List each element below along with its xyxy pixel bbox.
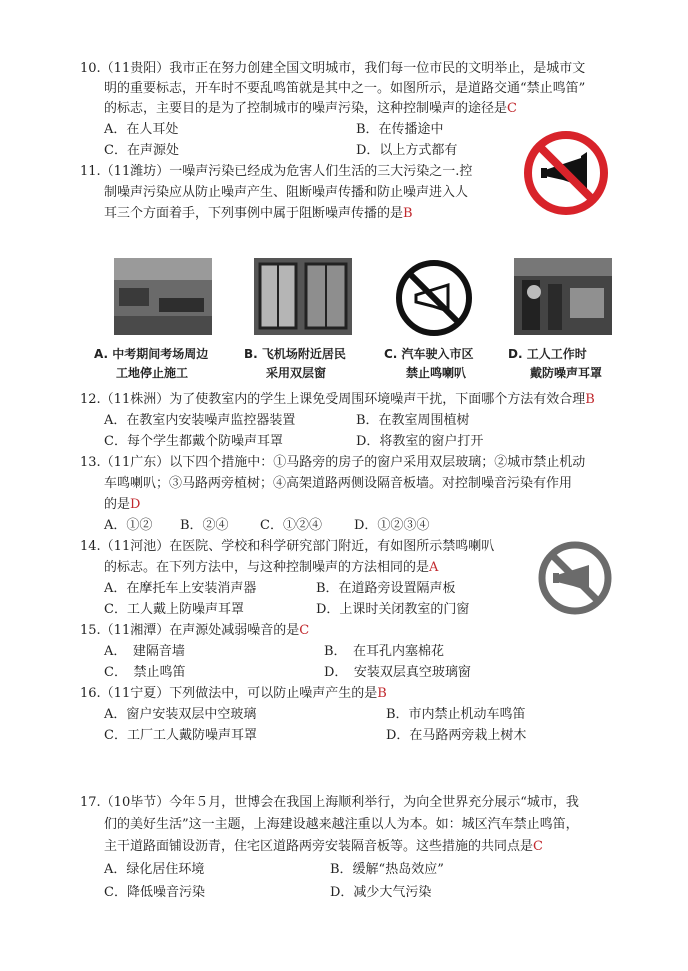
q11-caption-d-1: D. 工人工作时 <box>508 347 587 361</box>
q17-option-d: D．减少大气污染 <box>330 885 432 900</box>
q12-option-b: B．在教室周围植树 <box>356 413 470 428</box>
q13-option-c: C．①②④ <box>260 518 322 533</box>
q16-line: 16.（11宁夏）下列做法中，可以防止噪声产生的是B <box>80 686 387 701</box>
q13-option-a: A．①② <box>104 518 153 533</box>
q13-option-b: B．②④ <box>180 518 229 533</box>
q11-caption-a-2: 工地停止施工 <box>116 366 189 380</box>
q16-option-d: D．在马路两旁栽上树木 <box>386 728 527 743</box>
q13-answer: D <box>130 497 141 512</box>
q13-line-2: 车鸣喇叭；③马路两旁植树；④高架道路两侧设隔音板墙。对控制噪音污染有作用 <box>104 476 573 491</box>
q15-option-c: C． 禁止鸣笛 <box>104 665 186 680</box>
factory-worker-photo <box>514 258 612 335</box>
q11-caption-d-2: 戴防噪声耳罩 <box>530 366 603 380</box>
q12-option-d: D．将教室的窗户打开 <box>356 434 484 449</box>
q17-line-3: 主干道路面铺设沥青，住宅区道路两旁安装隔音板等。这些措施的共同点是C <box>104 839 543 854</box>
q11-line-2: 制噪声污染应从防止噪声产生、阻断噪声传播和防止噪声进入人 <box>104 185 469 200</box>
q11-line-3: 耳三个方面着手，下列事例中属于阻断噪声传播的是B <box>104 206 413 221</box>
no-horn-sign-gray-icon <box>537 540 613 616</box>
q11-caption-c-2: 禁止鸣喇叭 <box>406 366 467 380</box>
q14-option-a: A．在摩托车上安装消声器 <box>104 581 257 596</box>
q11-caption-b-2: 采用双层窗 <box>266 366 327 380</box>
double-window-photo <box>254 258 352 335</box>
q11-caption-b-1: B. 飞机场附近居民 <box>244 347 346 361</box>
no-horn-sign-icon <box>523 130 609 216</box>
q17-line-1: 17.（10毕节）今年５月，世博会在我国上海顺利举行，为向全世界充分展示“城市，我 <box>80 795 579 810</box>
q14-option-d: D．上课时关闭教室的门窗 <box>316 602 470 617</box>
q14-line-1: 14.（11河池）在医院、学校和科学研究部门附近，有如图所示禁鸣喇叭 <box>80 539 495 554</box>
q10-line-2: 明的重要标志，开车时不要乱鸣笛就是其中之一。如图所示，是道路交通“禁止鸣笛” <box>104 81 586 96</box>
q11-caption-c-1: C. 汽车驶入市区 <box>384 347 474 361</box>
construction-site-photo <box>114 258 212 335</box>
q10-option-d: D．以上方式都有 <box>356 143 458 158</box>
q17-option-a: A．绿化居住环境 <box>104 862 205 877</box>
q16-option-c: C．工厂工人戴防噪声耳罩 <box>104 728 257 743</box>
q17-line-2: 们的美好生活”这一主题，上海建设越来越注重以人为本。如：城区汽车禁止鸣笛， <box>104 817 579 832</box>
q10-option-c: C．在声源处 <box>104 143 179 158</box>
q12-line: 12.（11株洲）为了使教室内的学生上课免受周围环境噪声干扰，下面哪个方法有效合理B <box>80 392 595 407</box>
q12-answer: B <box>585 392 595 407</box>
q16-answer: B <box>377 686 387 701</box>
q11-line-1: 11.（11潍坊）一噪声污染已经成为危害人们生活的三大污染之一.控 <box>80 164 473 179</box>
q15-answer: C <box>299 623 310 638</box>
q12-option-c: C．每个学生都戴个防噪声耳罩 <box>104 434 283 449</box>
q10-line-1: 10.（11贵阳）我市正在努力创建全国文明城市，我们每一位市民的文明举止，是城市文 <box>80 61 586 76</box>
q16-option-a: A．窗户安装双层中空玻璃 <box>104 707 257 722</box>
q16-option-b: B．市内禁止机动车鸣笛 <box>386 707 526 722</box>
q15-option-d: D． 安装双层真空玻璃窗 <box>324 665 471 680</box>
q15-option-a: A． 建隔音墙 <box>104 644 185 659</box>
q17-answer: C <box>533 839 543 854</box>
q14-line-2: 的标志。在下列方法中，与这种控制噪声的方法相同的是A <box>104 560 439 575</box>
q14-option-c: C．工人戴上防噪声耳罩 <box>104 602 244 617</box>
q14-option-b: B．在道路旁设置隔声板 <box>316 581 456 596</box>
q10-answer: C <box>507 101 517 116</box>
q13-line-1: 13.（11广东）以下四个措施中：①马路旁的房子的窗户采用双层玻璃；②城市禁止机动 <box>80 455 586 470</box>
q10-line-3: 的标志，主要目的是为了控制城市的噪声污染，这种控制噪声的途径是C <box>104 101 517 116</box>
q13-option-d: D．①②③④ <box>354 518 430 533</box>
q13-line-3: 的是D <box>104 497 141 512</box>
q10-option-b: B．在传播途中 <box>356 122 444 137</box>
q12-option-a: A．在教室内安装噪声监控器装置 <box>104 413 296 428</box>
q15-line: 15.（11湘潭）在声源处减弱噪音的是C <box>80 623 310 638</box>
q17-option-b: B．缓解“热岛效应” <box>330 862 444 877</box>
q15-option-b: B． 在耳孔内塞棉花 <box>324 644 445 659</box>
q10-option-a: A．在人耳处 <box>104 122 179 137</box>
q11-answer: B <box>403 206 413 221</box>
q11-caption-a-1: A. 中考期间考场周边 <box>94 347 209 361</box>
q14-answer: A <box>429 560 439 575</box>
no-horn-sign-small-icon <box>394 258 474 338</box>
q17-option-c: C．降低噪音污染 <box>104 885 205 900</box>
